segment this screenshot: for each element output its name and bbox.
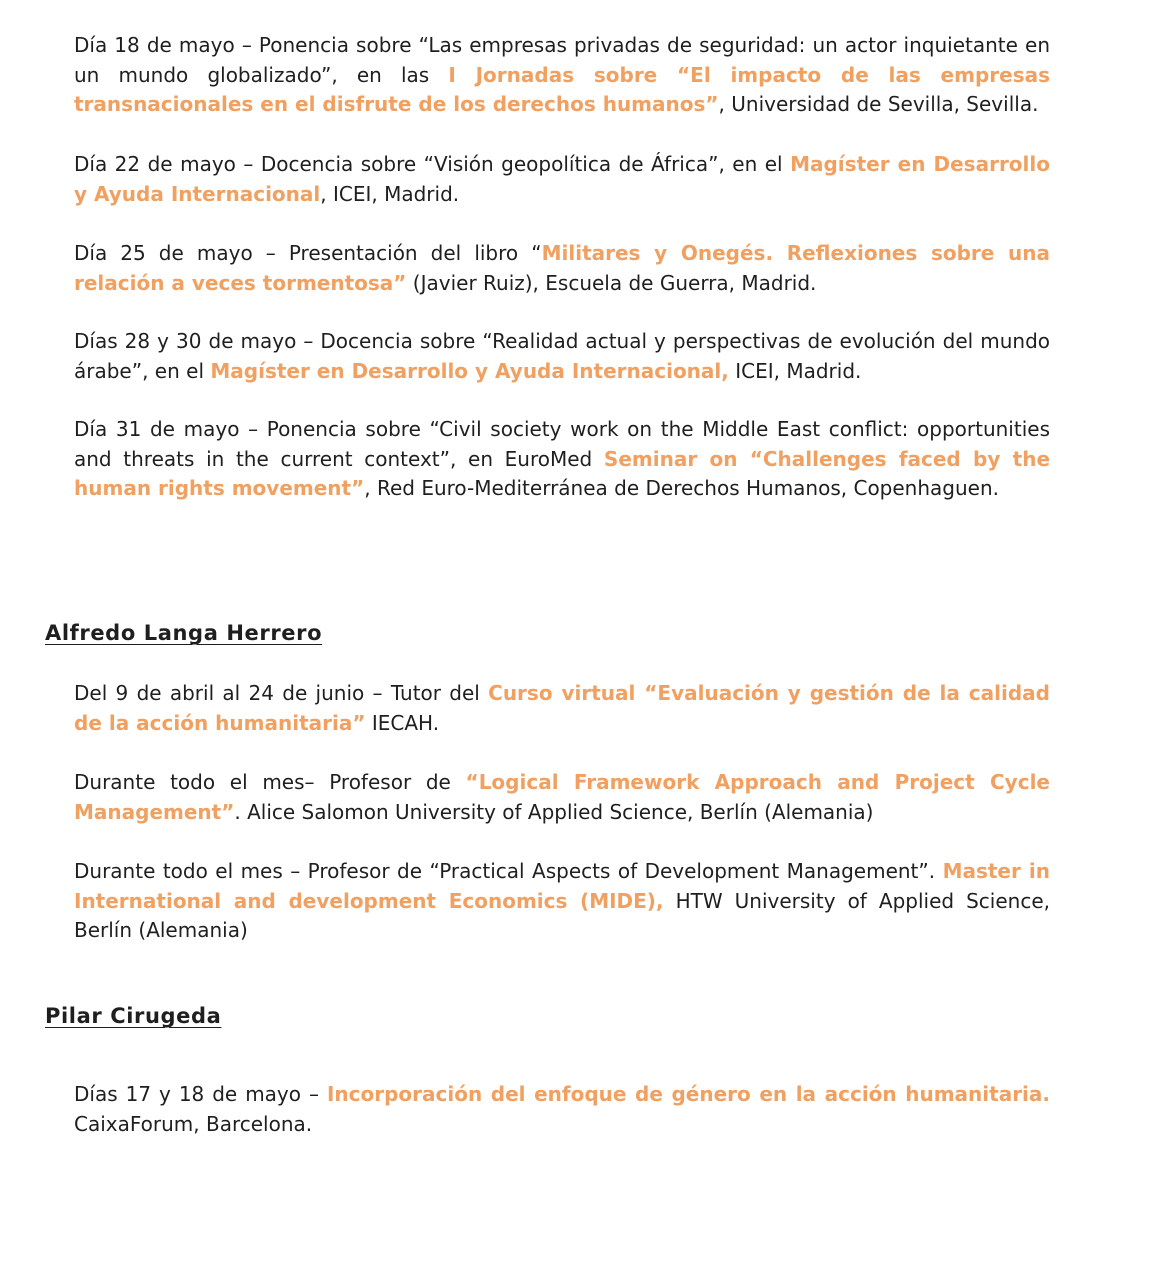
entry-pilar-gender bbox=[74, 1080, 1050, 1139]
entry-text: . Alice Salomon University of Applied Science, Berlín (Alemania) bbox=[234, 799, 874, 824]
entry-text: , Red Euro-Mediterránea de Derechos Humanos, Copenhaguen. bbox=[364, 476, 999, 500]
entry-text: , ICEI, Madrid. bbox=[320, 181, 460, 206]
entry-text: Día 25 de mayo – Presentación del libro “ bbox=[74, 241, 542, 265]
entry-alfredo-mide bbox=[74, 857, 1050, 946]
entry-text: CaixaForum, Barcelona. bbox=[74, 1111, 313, 1136]
entry-highlight: I Jornadas sobre “El impacto de las empresas transnacionales en el disfrute de los derechos humanos” bbox=[74, 62, 1050, 116]
entry-highlight: Master in International and development Economics (MIDE), bbox=[74, 859, 1050, 913]
entry-text: Día 31 de mayo – Ponencia sobre “Civil society work on the Middle East conflict: opportunities and threats in the current context”, en EuroMed bbox=[74, 417, 1050, 471]
entry-text: HTW University of Applied Science, Berlín (Alemania) bbox=[74, 888, 1050, 942]
entry-may-25 bbox=[74, 239, 1050, 298]
entry-text: ICEI, Madrid. bbox=[728, 358, 862, 383]
entry-text: Durante todo el mes – Profesor de “Practical Aspects of Development Management”. bbox=[74, 859, 943, 883]
entry-alfredo-logframe bbox=[74, 768, 1050, 827]
entry-highlight: Curso virtual “Evaluación y gestión de la calidad de la acción humanitaria” bbox=[74, 681, 1050, 735]
entry-text: Del 9 de abril al 24 de junio – Tutor del bbox=[74, 681, 489, 705]
entry-highlight: Militares y Onegés. Reflexiones sobre una relación a veces tormentosa” bbox=[74, 241, 1050, 295]
entry-may-18 bbox=[74, 31, 1050, 120]
entry-may-22 bbox=[74, 150, 1050, 209]
entry-text: Día 18 de mayo – Ponencia sobre “Las empresas privadas de seguridad: un actor inquietante en un mundo globalizado”, en las bbox=[74, 33, 1050, 87]
entry-highlight: “Logical Framework Approach and Project Cycle Management” bbox=[74, 770, 1050, 824]
entry-text: IECAH. bbox=[365, 710, 440, 735]
entry-text: (Javier Ruiz), Escuela de Guerra, Madrid. bbox=[406, 270, 817, 295]
entry-highlight: Magíster en Desarrollo y Ayuda Internacional, bbox=[210, 358, 729, 383]
section-heading-pilar: Pilar Cirugeda bbox=[45, 1004, 222, 1028]
entry-highlight: Incorporación del enfoque de género en la acción humanitaria. bbox=[326, 1082, 1051, 1106]
entry-text: Días 28 y 30 de mayo – Docencia sobre “Realidad actual y perspectivas de evolución del mundo árabe”, en el bbox=[74, 329, 1050, 383]
entry-may-28-30 bbox=[74, 327, 1050, 386]
entry-alfredo-tutor bbox=[74, 679, 1050, 738]
entry-text: , Universidad de Sevilla, Sevilla. bbox=[718, 92, 1039, 116]
entry-highlight: Seminar on “Challenges faced by the human rights movement” bbox=[74, 446, 1051, 500]
entry-highlight: Magíster en Desarrollo y Ayuda Internacional bbox=[74, 152, 1051, 206]
entry-may-31 bbox=[74, 415, 1050, 504]
entry-text: Durante todo el mes– Profesor de bbox=[74, 770, 466, 794]
section-heading-alfredo: Alfredo Langa Herrero bbox=[45, 621, 323, 645]
entry-text: Día 22 de mayo – Docencia sobre “Visión geopolítica de África”, en el bbox=[74, 152, 791, 176]
entry-text: Días 17 y 18 de mayo – bbox=[74, 1082, 327, 1106]
